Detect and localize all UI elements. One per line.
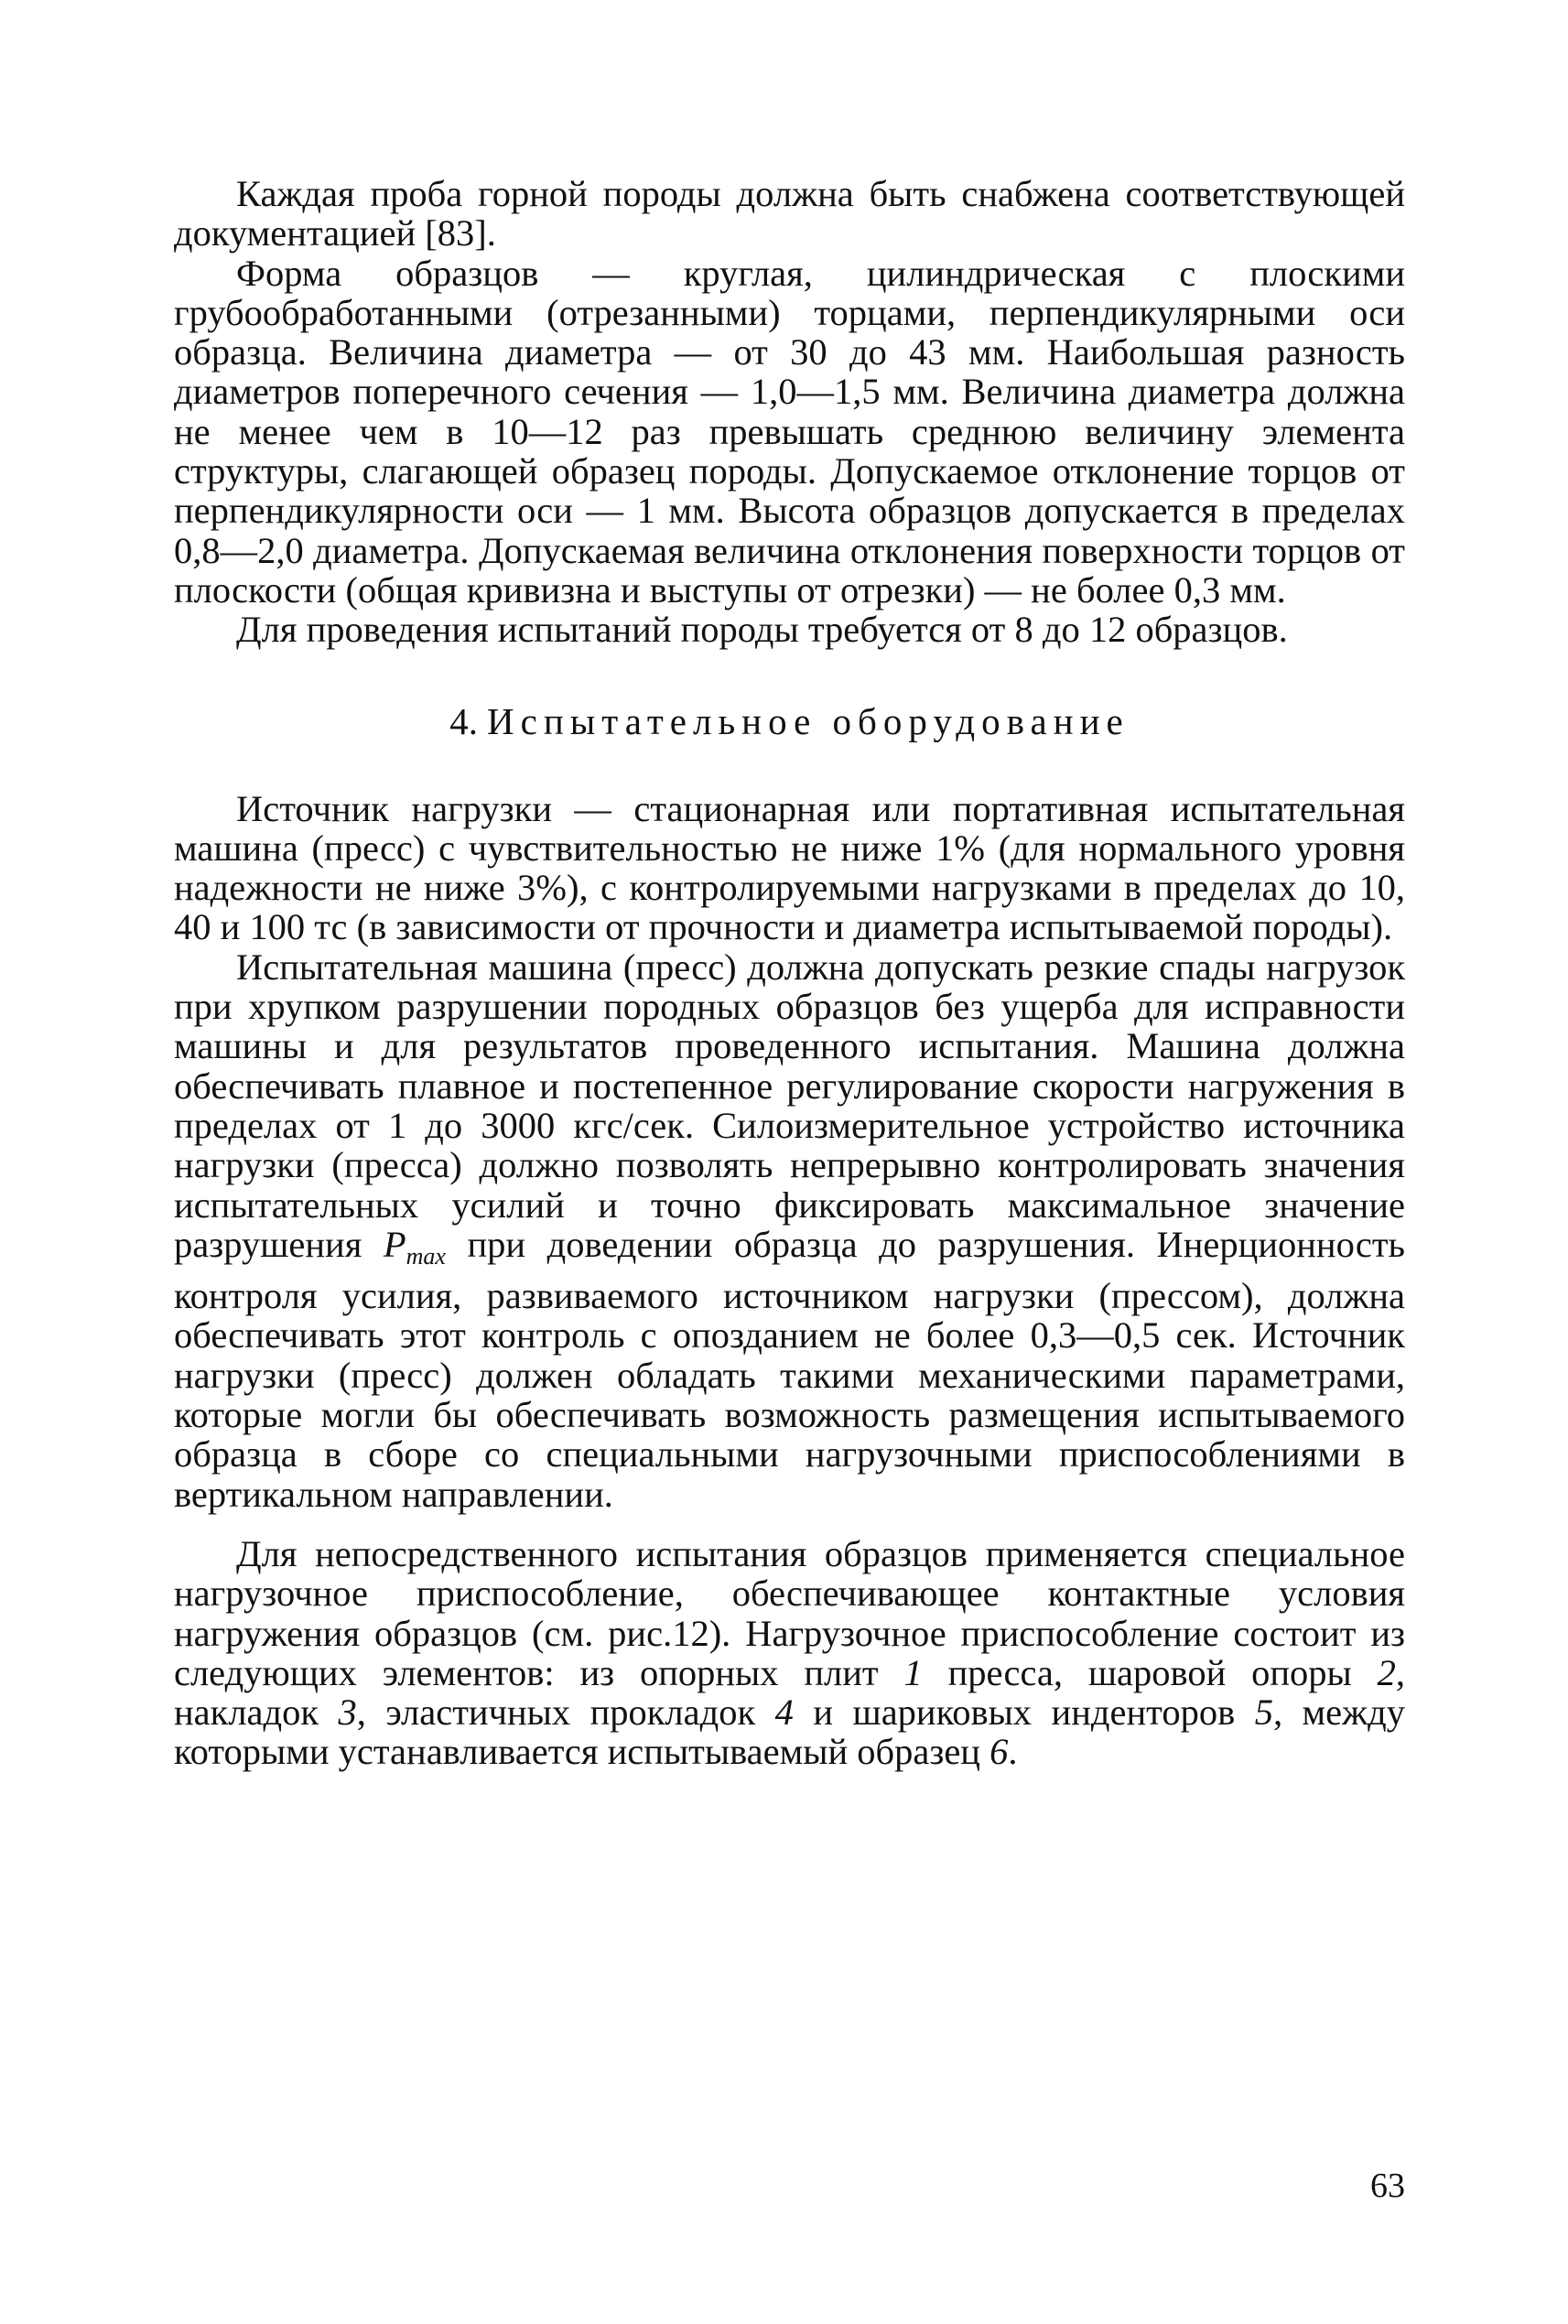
body-text bbox=[174, 174, 1405, 1772]
ref-number-5: 5 bbox=[1254, 1692, 1273, 1734]
machine-text-part-2: при доведении образца до разрушения. Инерционность контроля усилия, развиваемого источником нагрузки (прессом), должна обеспечивать этот контроль с опозданием не более 0,3—0,5 сек. Источник нагрузки (пресс) должен обладать такими механическими параметрами, которые могли бы обеспечивать возможность размещения испытываемого образца в сборе со специальными нагрузочными приспособлениями в вертикальном направлении. bbox=[174, 1223, 1406, 1515]
pmax-subscript: max bbox=[406, 1242, 446, 1270]
section-number: 4. bbox=[449, 699, 479, 742]
ref-number-6: 6 bbox=[989, 1731, 1009, 1773]
ref-number-1: 1 bbox=[903, 1651, 923, 1693]
paragraph-sample-count: Для проведения испытаний породы требуется от 8 до 12 образцов. bbox=[236, 609, 1288, 651]
ref-number-4: 4 bbox=[774, 1692, 794, 1734]
paragraph-loading-device: Для непосредственного испытания образцов применяется специальное нагрузочное приспособление, обеспечивающее контактные условия нагружения образцов (см. рис.12). Нагрузочное приспособление состоит из следующих элементов: из опорных плит 1 пресса, шаровой опоры 2, накладок 3, эластичных прокладок 4 и шариковых инденторов 5, между которыми устанавливается испытываемый образец 6. bbox=[174, 1532, 1405, 1773]
ref-number-3: 3 bbox=[338, 1692, 357, 1734]
paragraph-documentation: Каждая проба горной породы должна быть снабжена соответствующей документацией [83]. bbox=[174, 173, 1405, 254]
section-heading bbox=[174, 701, 1405, 741]
pmax-symbol: $P_{max}$ bbox=[383, 1223, 446, 1270]
paragraph-machine-requirements bbox=[174, 947, 1405, 1514]
book-page bbox=[174, 173, 1406, 2205]
section-title: Испытательное оборудование bbox=[487, 699, 1130, 742]
paragraph-sample-shape: Форма образцов — круглая, цилиндрическая с плоскими грубообработанными (отрезанными) торцами, перпендикулярными оси образца. Величина диаметра — от 30 до 43 мм. Наибольшая разность диаметров поперечного сечения — 1,0—1,5 мм. Величина диаметра должна не менее чем в 10—12 раз превышать среднюю величину элемента структуры, слагающей образец породы. Допускаемое отклонение торцов от перпендикулярности оси — 1 мм. Высота образцов допускается в пределах 0,8—2,0 диаметра. Допускаемая величина отклонения поверхности торцов от плоскости (общая кривизна и выступы от отрезки) — не более 0,3 мм. bbox=[174, 252, 1405, 611]
page-number: 63 bbox=[1370, 2167, 1405, 2205]
paragraph-load-source: Источник нагрузки — стационарная или портативная испытательная машина (пресс) с чувствительностью не ниже 1% (для нормального уровня надежности не ниже 3%), с контролируемыми нагрузками в пределах до 10, 40 и 100 тс (в зависимости от прочности и диаметра испытываемой породы). bbox=[174, 787, 1405, 948]
machine-text-part-1: Испытательная машина (пресс) должна допускать резкие спады нагрузок при хрупком разрушении породных образцов без ущерба для исправности машины и для результатов проведенного испытания. Машина должна обеспечивать плавное и постепенное регулирование скорости нагружения в пределах от 1 до 3000 кгс/сек. Силоизмерительное устройство источника нагрузки (пресса) должно позволять непрерывно контролировать значения испытательных усилий и точно фиксировать максимальное значение разрушения bbox=[174, 946, 1405, 1265]
ref-number-2: 2 bbox=[1377, 1651, 1396, 1693]
